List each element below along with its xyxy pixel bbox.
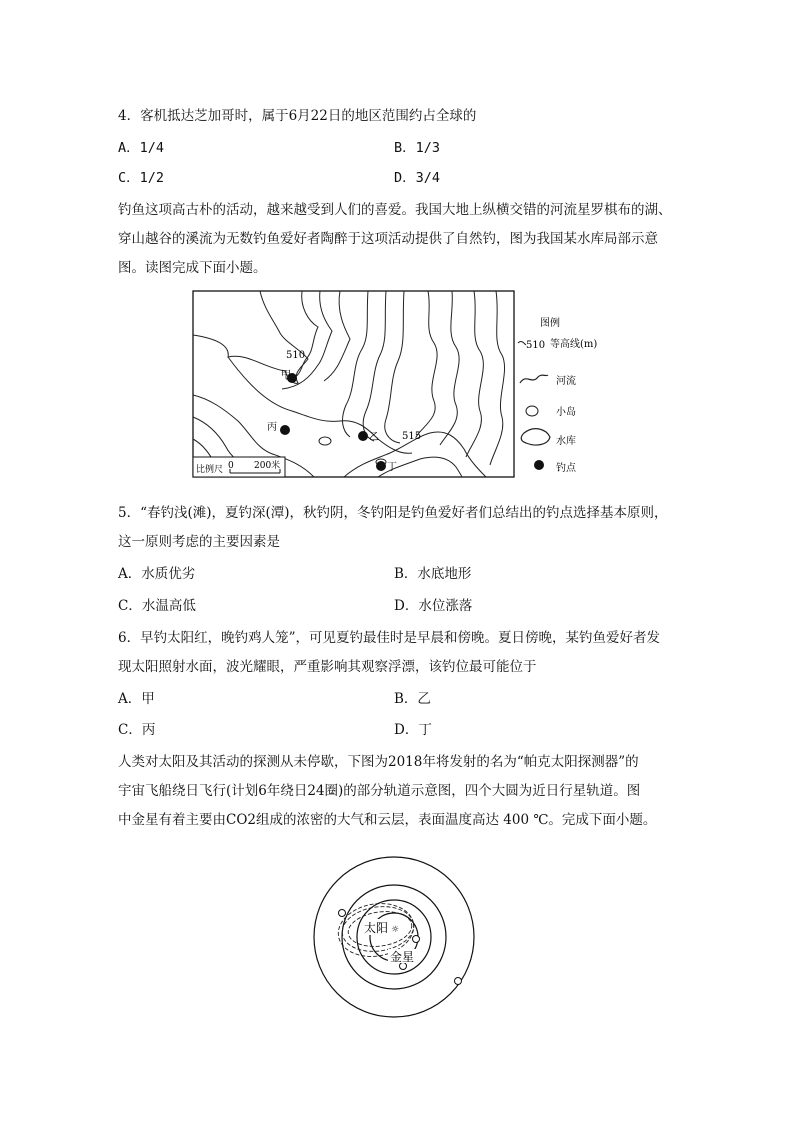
passage2-line-1: 人类对太阳及其活动的探测从未停歇，下图为2018年将发射的名为“帕克太阳探测器”的 — [118, 754, 639, 770]
passage2-line-2: 宇宙飞船绕日飞行(计划6年绕日24圈)的部分轨道示意图，四个大圆为近日行星轨道。图 — [118, 783, 641, 799]
spot-bing-label: 丙 — [267, 422, 277, 433]
scale-zero: 0 — [228, 461, 234, 471]
planet-right-marker — [413, 936, 420, 943]
orbit-1 — [314, 857, 474, 1017]
q5-line-2: 这一原则考虑的主要因素是 — [118, 534, 280, 550]
q5-line-1: 5．“春钓浅(滩)，夏钓深(潭)，秋钓阴，冬钓阳是钓鱼爱好者们总结出的钓点选择基本原则， — [118, 505, 668, 521]
q6-option-a: A．甲 — [118, 691, 155, 707]
sun-label: 太阳 — [364, 921, 389, 935]
legend-title: 图例 — [540, 318, 560, 329]
spot-yi-marker — [358, 431, 368, 441]
q6-option-c: C．丙 — [118, 722, 156, 738]
spot-ding-marker — [376, 461, 386, 471]
legend-island: 小岛 — [556, 407, 576, 418]
spot-ding-label: 丁 — [387, 462, 397, 473]
q4-option-c: C．1/2 — [118, 170, 165, 186]
reservoir-map — [190, 287, 622, 483]
q6-option-d: D．丁 — [394, 722, 432, 738]
venus-label: 金星 — [390, 950, 415, 964]
scale-label: 比例尺 — [196, 465, 224, 475]
legend-contour-value: 510 — [526, 340, 546, 351]
spot-yi-label: 乙 — [369, 432, 379, 443]
q6-line-1: 6．早钓太阳红，晚钓鸡人笼”，可见夏钓最佳时是早晨和傍晚。夏日傍晚，某钓鱼爱好者发 — [118, 630, 660, 646]
q4-stem: 4．客机抵达芝加哥时，属于6月22日的地区范围约占全球的 — [118, 108, 477, 124]
q5-option-c: C．水温高低 — [118, 598, 196, 614]
q5-option-a: A．水质优劣 — [118, 566, 196, 582]
planet-outer-marker — [455, 978, 462, 985]
legend-contour: 等高线(m) — [550, 339, 598, 350]
passage2-line-3: 中金星有着主要由CO2组成的浓密的大气和云层，表面温度高达 400 ℃。完成下面小题。 — [118, 812, 657, 828]
q5-option-d: D．水位涨落 — [394, 598, 473, 614]
contour-515-label: 515 — [402, 431, 422, 442]
legend-reservoir: 水库 — [556, 436, 576, 447]
q5-option-b: B．水底地形 — [394, 566, 472, 582]
sun-icon: ☼ — [391, 925, 400, 935]
passage1-line-3: 图。读图完成下面小题。 — [118, 260, 267, 276]
orbit-diagram — [306, 855, 482, 1021]
contour-510-label: 510 — [286, 350, 306, 361]
q6-option-b: B．乙 — [394, 691, 431, 707]
spot-jia-label: 甲 — [281, 370, 291, 381]
q6-line-2: 现太阳照射水面，波光耀眼，严重影响其观察浮漂，该钓位最可能位于 — [118, 659, 537, 675]
q4-option-a: A．1/4 — [118, 140, 165, 156]
scale-value: 200米 — [254, 461, 281, 471]
q4-option-d: D．3/4 — [394, 170, 441, 186]
q4-option-b: B．1/3 — [394, 140, 441, 156]
spot-bing-marker — [280, 425, 290, 435]
planet-left-marker — [339, 910, 346, 917]
legend-spot: 钓点 — [556, 463, 576, 474]
passage1-line-1: 钓鱼这项高古朴的活动，越来越受到人们的喜爱。我国大地上纵横交错的河流星罗棋布的湖、 — [118, 202, 672, 218]
legend-river: 河流 — [556, 376, 576, 387]
passage1-line-2: 穿山越谷的溪流为无数钓鱼爱好者陶醉于这项活动提供了自然钓，图为我国某水库局部示意 — [118, 231, 658, 247]
